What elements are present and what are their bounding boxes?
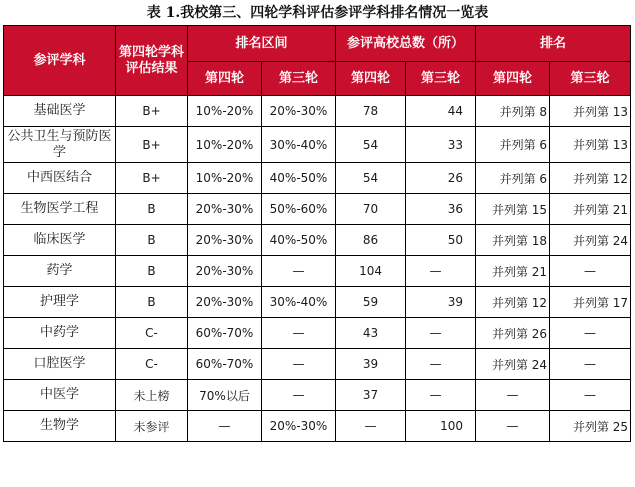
rank-round3-cell: 并列第 13 — [550, 127, 631, 163]
count-round3-cell: 100 — [406, 411, 476, 442]
table-row — [4, 256, 631, 287]
count-round3-cell: 50 — [406, 225, 476, 256]
count-round3-cell: 36 — [406, 194, 476, 225]
header-subject: 参评学科 — [4, 26, 116, 96]
range-round4-cell: 70%以后 — [188, 380, 262, 411]
subject-cell: 公共卫生与预防医学 — [4, 127, 116, 163]
rank-round4-cell: 并列第 6 — [476, 163, 550, 194]
rank-round3-cell: — — [550, 349, 631, 380]
rank-round4-cell: — — [476, 380, 550, 411]
count-round4-cell: 78 — [336, 96, 406, 127]
rank-round3-cell: 并列第 13 — [550, 96, 631, 127]
count-round3-cell: — — [406, 380, 476, 411]
count-round4-cell: 37 — [336, 380, 406, 411]
range-round4-cell: 20%-30% — [188, 194, 262, 225]
table-row — [4, 96, 631, 127]
header-rank-round4: 第四轮 — [476, 62, 550, 96]
range-round4-cell: 20%-30% — [188, 256, 262, 287]
subject-cell: 基础医学 — [4, 96, 116, 127]
range-round3-cell: — — [262, 349, 336, 380]
result-cell: B — [116, 225, 188, 256]
range-round4-cell: 10%-20% — [188, 127, 262, 163]
range-round4-cell: 60%-70% — [188, 318, 262, 349]
result-cell: C- — [116, 318, 188, 349]
header-rank-round3: 第三轮 — [550, 62, 631, 96]
rank-round4-cell: 并列第 18 — [476, 225, 550, 256]
result-cell: 未参评 — [116, 411, 188, 442]
count-round4-cell: 54 — [336, 127, 406, 163]
count-round4-cell: 70 — [336, 194, 406, 225]
rank-round4-cell: 并列第 15 — [476, 194, 550, 225]
table-header — [4, 26, 631, 96]
range-round4-cell: 10%-20% — [188, 96, 262, 127]
header-rank-group: 排名 — [476, 26, 631, 62]
count-round3-cell: 44 — [406, 96, 476, 127]
table-row — [4, 127, 631, 163]
rank-round3-cell: — — [550, 318, 631, 349]
result-cell: B+ — [116, 163, 188, 194]
table-body — [4, 96, 631, 442]
table-row — [4, 287, 631, 318]
subject-cell: 中西医结合 — [4, 163, 116, 194]
result-cell: B+ — [116, 127, 188, 163]
range-round3-cell: 40%-50% — [262, 163, 336, 194]
rank-round4-cell: — — [476, 411, 550, 442]
subject-cell: 生物学 — [4, 411, 116, 442]
rank-round3-cell: — — [550, 256, 631, 287]
range-round3-cell: 30%-40% — [262, 287, 336, 318]
subject-cell: 中医学 — [4, 380, 116, 411]
table-row — [4, 349, 631, 380]
subject-cell: 生物医学工程 — [4, 194, 116, 225]
range-round3-cell: 50%-60% — [262, 194, 336, 225]
count-round3-cell: 26 — [406, 163, 476, 194]
rank-round3-cell: 并列第 25 — [550, 411, 631, 442]
table-title: 表 1.我校第三、四轮学科评估参评学科排名情况一览表 — [146, 5, 489, 21]
rank-round3-cell: 并列第 21 — [550, 194, 631, 225]
table-row — [4, 225, 631, 256]
rank-round4-cell: 并列第 12 — [476, 287, 550, 318]
result-cell: B — [116, 194, 188, 225]
range-round4-cell: 60%-70% — [188, 349, 262, 380]
header-count-round3: 第三轮 — [406, 62, 476, 96]
table-row — [4, 380, 631, 411]
header-count-round4: 第四轮 — [336, 62, 406, 96]
count-round3-cell: — — [406, 318, 476, 349]
count-round3-cell: 39 — [406, 287, 476, 318]
result-cell: B — [116, 256, 188, 287]
count-round4-cell: 86 — [336, 225, 406, 256]
range-round3-cell: — — [262, 380, 336, 411]
range-round3-cell: — — [262, 256, 336, 287]
ranking-table — [3, 25, 631, 442]
header-count-group: 参评高校总数（所） — [336, 26, 476, 62]
count-round3-cell: — — [406, 349, 476, 380]
count-round4-cell: 104 — [336, 256, 406, 287]
rank-round3-cell: 并列第 17 — [550, 287, 631, 318]
count-round4-cell: 54 — [336, 163, 406, 194]
subject-cell: 中药学 — [4, 318, 116, 349]
result-cell: C- — [116, 349, 188, 380]
count-round4-cell: 43 — [336, 318, 406, 349]
subject-cell: 药学 — [4, 256, 116, 287]
table-row — [4, 318, 631, 349]
rank-round3-cell: 并列第 24 — [550, 225, 631, 256]
header-range-round3: 第三轮 — [262, 62, 336, 96]
rank-round4-cell: 并列第 26 — [476, 318, 550, 349]
count-round3-cell: — — [406, 256, 476, 287]
table-row — [4, 163, 631, 194]
count-round4-cell: 59 — [336, 287, 406, 318]
range-round4-cell: — — [188, 411, 262, 442]
table-row — [4, 194, 631, 225]
range-round3-cell: 20%-30% — [262, 96, 336, 127]
subject-cell: 临床医学 — [4, 225, 116, 256]
rank-round4-cell: 并列第 24 — [476, 349, 550, 380]
rank-round3-cell: 并列第 12 — [550, 163, 631, 194]
subject-cell: 口腔医学 — [4, 349, 116, 380]
rank-round3-cell: — — [550, 380, 631, 411]
range-round3-cell: 30%-40% — [262, 127, 336, 163]
result-cell: B+ — [116, 96, 188, 127]
count-round3-cell: 33 — [406, 127, 476, 163]
header-range-group: 排名区间 — [188, 26, 336, 62]
table-row — [4, 411, 631, 442]
range-round4-cell: 20%-30% — [188, 287, 262, 318]
range-round3-cell: — — [262, 318, 336, 349]
count-round4-cell: — — [336, 411, 406, 442]
range-round3-cell: 40%-50% — [262, 225, 336, 256]
result-cell: 未上榜 — [116, 380, 188, 411]
rank-round4-cell: 并列第 6 — [476, 127, 550, 163]
range-round4-cell: 20%-30% — [188, 225, 262, 256]
result-cell: B — [116, 287, 188, 318]
header-result: 第四轮学科评估结果 — [116, 26, 188, 96]
range-round3-cell: 20%-30% — [262, 411, 336, 442]
header-range-round4: 第四轮 — [188, 62, 262, 96]
subject-cell: 护理学 — [4, 287, 116, 318]
range-round4-cell: 10%-20% — [188, 163, 262, 194]
rank-round4-cell: 并列第 8 — [476, 96, 550, 127]
rank-round4-cell: 并列第 21 — [476, 256, 550, 287]
count-round4-cell: 39 — [336, 349, 406, 380]
